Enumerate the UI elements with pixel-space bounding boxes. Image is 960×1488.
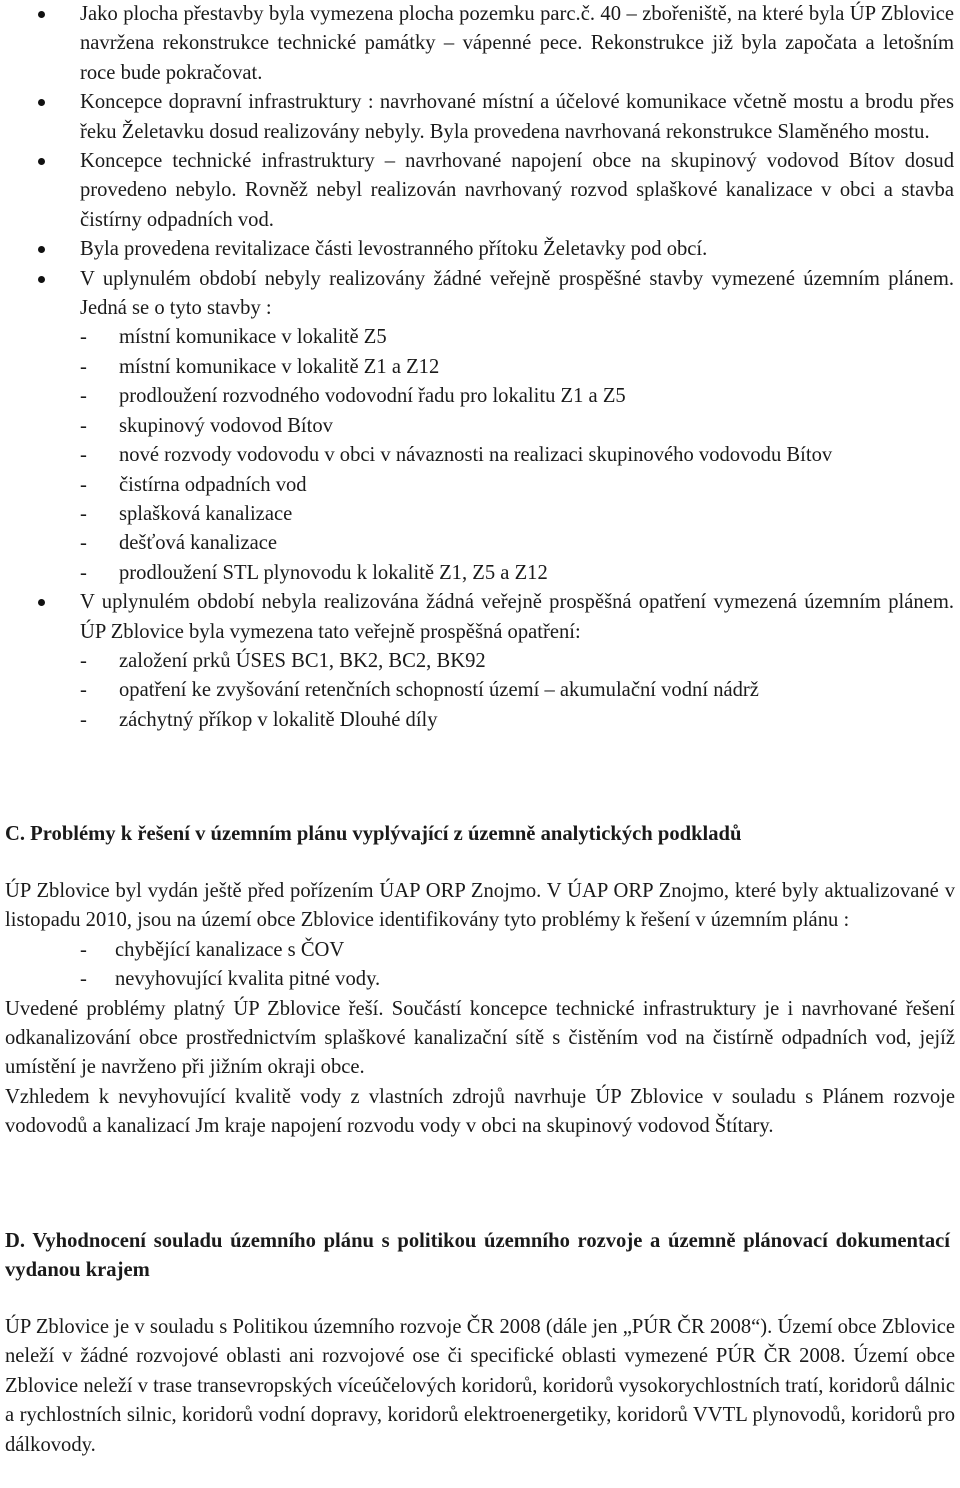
bullet-dot-icon	[38, 99, 45, 106]
dash-marker: -	[80, 649, 87, 672]
dash-marker: -	[80, 708, 87, 731]
list-item	[5, 965, 955, 994]
bullet-text: Koncepce technické infrastruktury – navrhované napojení obce na skupinový vodovod Bítov dosud provedeno nebylo. Rovněž nebyl realizován navrhovaný rozvod splaškové kanalizace v obci a stavba čistírny odpadních vod.	[80, 150, 954, 231]
section-c-intro: ÚP Zblovice byl vydán ještě před pořízením ÚAP ORP Znojmo. V ÚAP ORP Znojmo, které byly aktualizované v listopadu 2010, jsou na území obce Zblovice identifikovány tyto problémy k řešení v územním plánu :	[5, 880, 955, 932]
list-item-text: založení prků ÚSES BC1, BK2, BC2, BK92	[119, 649, 486, 672]
section-c-paragraph: Uvedené problémy platný ÚP Zblovice řeší. Součástí koncepce technické infrastruktury je i navrhované řešení odkanalizování obce prostřednictvím splaškové kanalizační sítě s čistěním vod na čistírně odpadních vod, jejíž umístění je navrženo při jižním okraji obce.	[5, 997, 955, 1079]
list-item-text: prodloužení STL plynovodu k lokalitě Z1, Z5 a Z12	[119, 561, 548, 584]
dash-marker: -	[80, 473, 87, 496]
list-item	[80, 441, 954, 470]
dash-marker: -	[80, 968, 87, 991]
list-item-text: prodloužení rozvodného vodovodní řadu pro lokalitu Z1 a Z5	[119, 385, 626, 408]
list-item-text: splašková kanalizace	[119, 502, 293, 525]
dash-marker: -	[80, 414, 87, 437]
dash-marker: -	[80, 679, 87, 702]
bullet-item	[0, 0, 960, 88]
list-item-text: skupinový vodovod Bítov	[119, 414, 333, 437]
bullet-dot-icon	[38, 599, 45, 606]
bullet-text: V uplynulém období nebyla realizována žádná veřejně prospěšná opatření vymezená územním plánem. ÚP Zblovice byla vymezena tato veřejně prospěšná opatření:	[80, 591, 954, 643]
list-item	[80, 323, 954, 352]
section-d-body	[5, 1313, 955, 1460]
bullet-dot-icon	[38, 158, 45, 165]
bullet-text: V uplynulém období nebyly realizovány žádné veřejně prospěšné stavby vymezené územním plánem. Jedná se o tyto stavby :	[80, 267, 954, 320]
list-item-text: místní komunikace v lokalitě Z5	[119, 326, 387, 349]
bullet-dot-icon	[38, 246, 45, 253]
bullet-item	[0, 147, 960, 235]
list-item	[80, 353, 954, 382]
bullet-text: Jako plocha přestavby byla vymezena plocha pozemku parc.č. 40 – zbořeniště, na které byla ÚP Zblovice navržena rekonstrukce technické památky – vápenné pece. Rekonstrukce již byla započata a letošním roce bude pokračovat.	[80, 3, 954, 84]
section-c-heading: C. Problémy k řešení v územním plánu vyplývající z územně analytických podkladů	[5, 823, 742, 845]
list-item	[5, 936, 955, 965]
list-item	[80, 500, 954, 529]
dash-marker: -	[80, 326, 87, 349]
dash-marker: -	[80, 385, 87, 408]
list-item	[80, 382, 954, 411]
list-item-text: nové rozvody vodovodu v obci v návaznosti na realizaci skupinového vodovodu Bítov	[119, 444, 833, 467]
bullet-item	[0, 265, 960, 588]
dash-marker: -	[80, 532, 87, 555]
list-item-text: nevyhovující kvalita pitné vody.	[115, 968, 381, 991]
dash-marker: -	[80, 938, 87, 961]
public-works-list	[80, 323, 954, 588]
dash-marker: -	[80, 502, 87, 525]
list-item-text: chybějící kanalizace s ČOV	[115, 938, 345, 961]
problems-list	[5, 936, 955, 995]
dash-marker: -	[80, 444, 87, 467]
bullet-text: Byla provedena revitalizace části levostranného přítoku Želetavky pod obcí.	[80, 238, 708, 261]
list-item	[80, 471, 954, 500]
list-item	[80, 412, 954, 441]
section-d-paragraph: ÚP Zblovice je v souladu s Politikou územního rozvoje ČR 2008 (dále jen „PÚR ČR 2008“). Území obce Zblovice neleží v žádné rozvojové oblasti ani rozvojové ose či specifické oblasti vymezené PÚR ČR 2008. Území obce Zblovice neleží v trase transevropských víceúčelových koridorů, koridorů vysokorychlostních tratí, koridorů dálnic a rychlostních silnic, koridorů vodní dopravy, koridorů elektroenergetiky, koridorů VVTL plynovodů, koridorů pro dálkovody.	[5, 1316, 955, 1456]
bullet-dot-icon	[38, 276, 45, 283]
dash-marker: -	[80, 355, 87, 378]
evaluation-bullet-list	[0, 0, 960, 735]
bullet-text: Koncepce dopravní infrastruktury : navrhované místní a účelové komunikace včetně mostu a brodu přes řeku Želetavku dosud realizovány nebyly. Byla provedena navrhovaná rekonstrukce Slaměného mostu.	[80, 91, 954, 143]
public-measures-list	[80, 647, 954, 735]
list-item-text: záchytný příkop v lokalitě Dlouhé díly	[119, 708, 438, 731]
list-item	[80, 529, 954, 558]
section-c-body	[5, 877, 955, 1142]
list-item-text: dešťová kanalizace	[119, 532, 278, 555]
bullet-dot-icon	[38, 11, 45, 18]
bullet-item	[0, 88, 960, 147]
list-item	[80, 647, 954, 676]
section-d-heading: D. Vyhodnocení souladu územního plánu s politikou územního rozvoje a územně plánovací dokumentací vydanou krajem	[5, 1230, 950, 1282]
list-item-text: opatření ke zvyšování retenčních schopností území – akumulační vodní nádrž	[119, 679, 759, 702]
dash-marker: -	[80, 561, 87, 584]
list-item-text: místní komunikace v lokalitě Z1 a Z12	[119, 355, 440, 378]
list-item	[80, 676, 954, 705]
list-item	[80, 706, 954, 735]
list-item-text: čistírna odpadních vod	[119, 473, 307, 496]
bullet-item	[0, 588, 960, 735]
bullet-item	[0, 235, 960, 264]
list-item	[80, 559, 954, 588]
section-c-paragraph: Vzhledem k nevyhovující kvalitě vody z vlastních zdrojů navrhuje ÚP Zblovice v souladu s Plánem rozvoje vodovodů a kanalizací Jm kraje napojení rozvodu vody v obci na skupinový vodovod Štítary.	[5, 1085, 955, 1138]
